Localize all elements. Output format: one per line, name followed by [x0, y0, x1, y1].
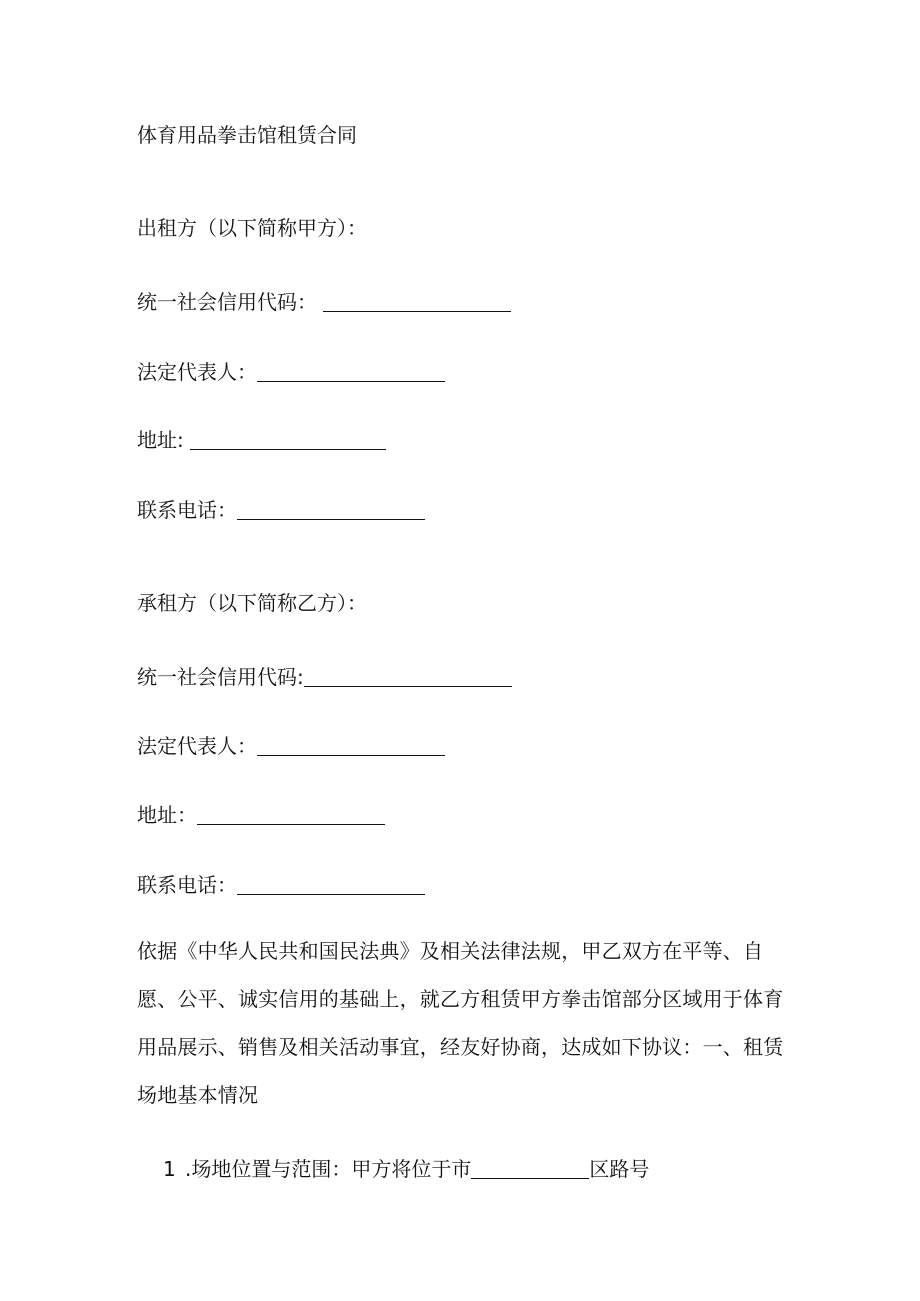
- intro-line: 愿、公平、诚实信用的基础上，就乙方租赁甲方拳击馆部分区域用于体育: [137, 987, 784, 1011]
- intro-line: 场地基本情况: [137, 1083, 259, 1107]
- lessee-credit-code-blank: [304, 664, 512, 687]
- lessee-address-blank: [197, 802, 385, 825]
- lessor-phone-blank: [237, 497, 425, 520]
- lessor-credit-code-blank: [323, 289, 511, 312]
- lessee-phone-label: 联系电话：: [137, 873, 237, 897]
- lessor-phone-line: [137, 497, 425, 523]
- clause-item-city-blank: [471, 1156, 589, 1179]
- lessor-address-line: [137, 427, 386, 453]
- lessee-rep-label: 法定代表人：: [137, 734, 257, 758]
- lessee-credit-code-label: 统一社会信用代码:: [137, 665, 304, 689]
- lessee-phone-blank: [237, 872, 425, 895]
- lessee-phone-line: [137, 872, 425, 898]
- lessee-heading: 承租方（以下简称乙方）：: [137, 591, 367, 615]
- lessor-address-label: 地址:: [137, 428, 184, 452]
- lessee-address-line: [137, 802, 385, 828]
- intro-paragraph: [137, 927, 797, 1119]
- lessor-heading: 出租方（以下简称甲方）：: [137, 216, 367, 240]
- lessor-credit-code-line: [137, 289, 511, 315]
- lessee-address-label: 地址：: [137, 803, 197, 827]
- lessee-credit-code-line: [137, 664, 512, 690]
- intro-line: 依据《中华人民共和国民法典》及相关法律法规，甲乙双方在平等、自: [137, 939, 764, 963]
- intro-line: 用品展示、销售及相关活动事宜，经友好协商，达成如下协议：一、租赁: [137, 1035, 784, 1059]
- lessee-rep-line: [137, 733, 445, 759]
- clause-item-1: [163, 1156, 649, 1182]
- clause-item-text-after: 区路号: [589, 1157, 650, 1181]
- lessee-rep-blank: [257, 733, 445, 756]
- lessor-address-blank: [190, 427, 386, 450]
- clause-item-number: 1: [163, 1157, 176, 1181]
- lessor-phone-label: 联系电话：: [137, 498, 237, 522]
- lessor-rep-line: [137, 359, 445, 385]
- lessor-credit-code-label: 统一社会信用代码：: [137, 290, 317, 314]
- document-title: 体育用品拳击馆租赁合同: [137, 123, 357, 147]
- clause-item-text-before: .场地位置与范围：甲方将位于市: [185, 1157, 472, 1181]
- lessor-rep-label: 法定代表人：: [137, 360, 257, 384]
- lessor-rep-blank: [257, 359, 445, 382]
